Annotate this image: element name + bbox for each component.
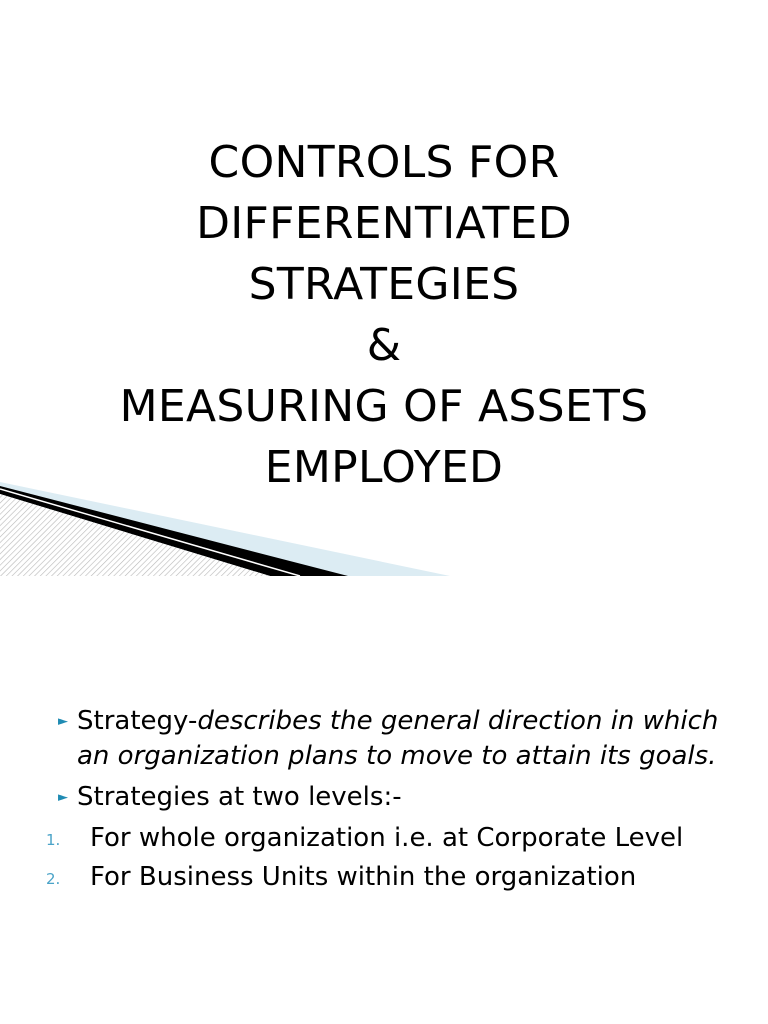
numbered-item-1: [0, 821, 768, 856]
bullet-item-levels: [0, 780, 768, 815]
triangle-bullet-icon: ►: [58, 790, 68, 805]
triangle-bullet-icon: ►: [58, 714, 68, 729]
title-line-2: DIFFERENTIATED: [196, 198, 572, 249]
bullet-text: Strategies at two levels:-: [77, 782, 402, 812]
numbered-text: For whole organization i.e. at Corporate Level: [90, 823, 684, 853]
bullet-lead-text: Strategy-: [77, 706, 198, 736]
numbered-item-2: [0, 860, 768, 895]
title-line-5: MEASURING OF ASSETS: [119, 381, 649, 432]
title-line-1: CONTROLS FOR: [208, 137, 560, 188]
title-line-6: EMPLOYED: [264, 442, 504, 493]
title-line-3: STRATEGIES: [248, 259, 520, 310]
content-slide: [0, 600, 768, 1024]
title-line-4: &: [366, 320, 402, 371]
bullet-list: [0, 704, 768, 899]
decorative-swoosh: [0, 480, 768, 576]
slide-title: [0, 132, 768, 498]
numbered-text: For Business Units within the organization: [90, 862, 637, 892]
number-marker: 2.: [46, 870, 61, 888]
bullet-italic-definition: describes the general direction in which an organization plans to move to attain its goals.: [77, 706, 719, 771]
bullet-item-strategy: [0, 704, 768, 774]
number-marker: 1.: [46, 831, 61, 849]
